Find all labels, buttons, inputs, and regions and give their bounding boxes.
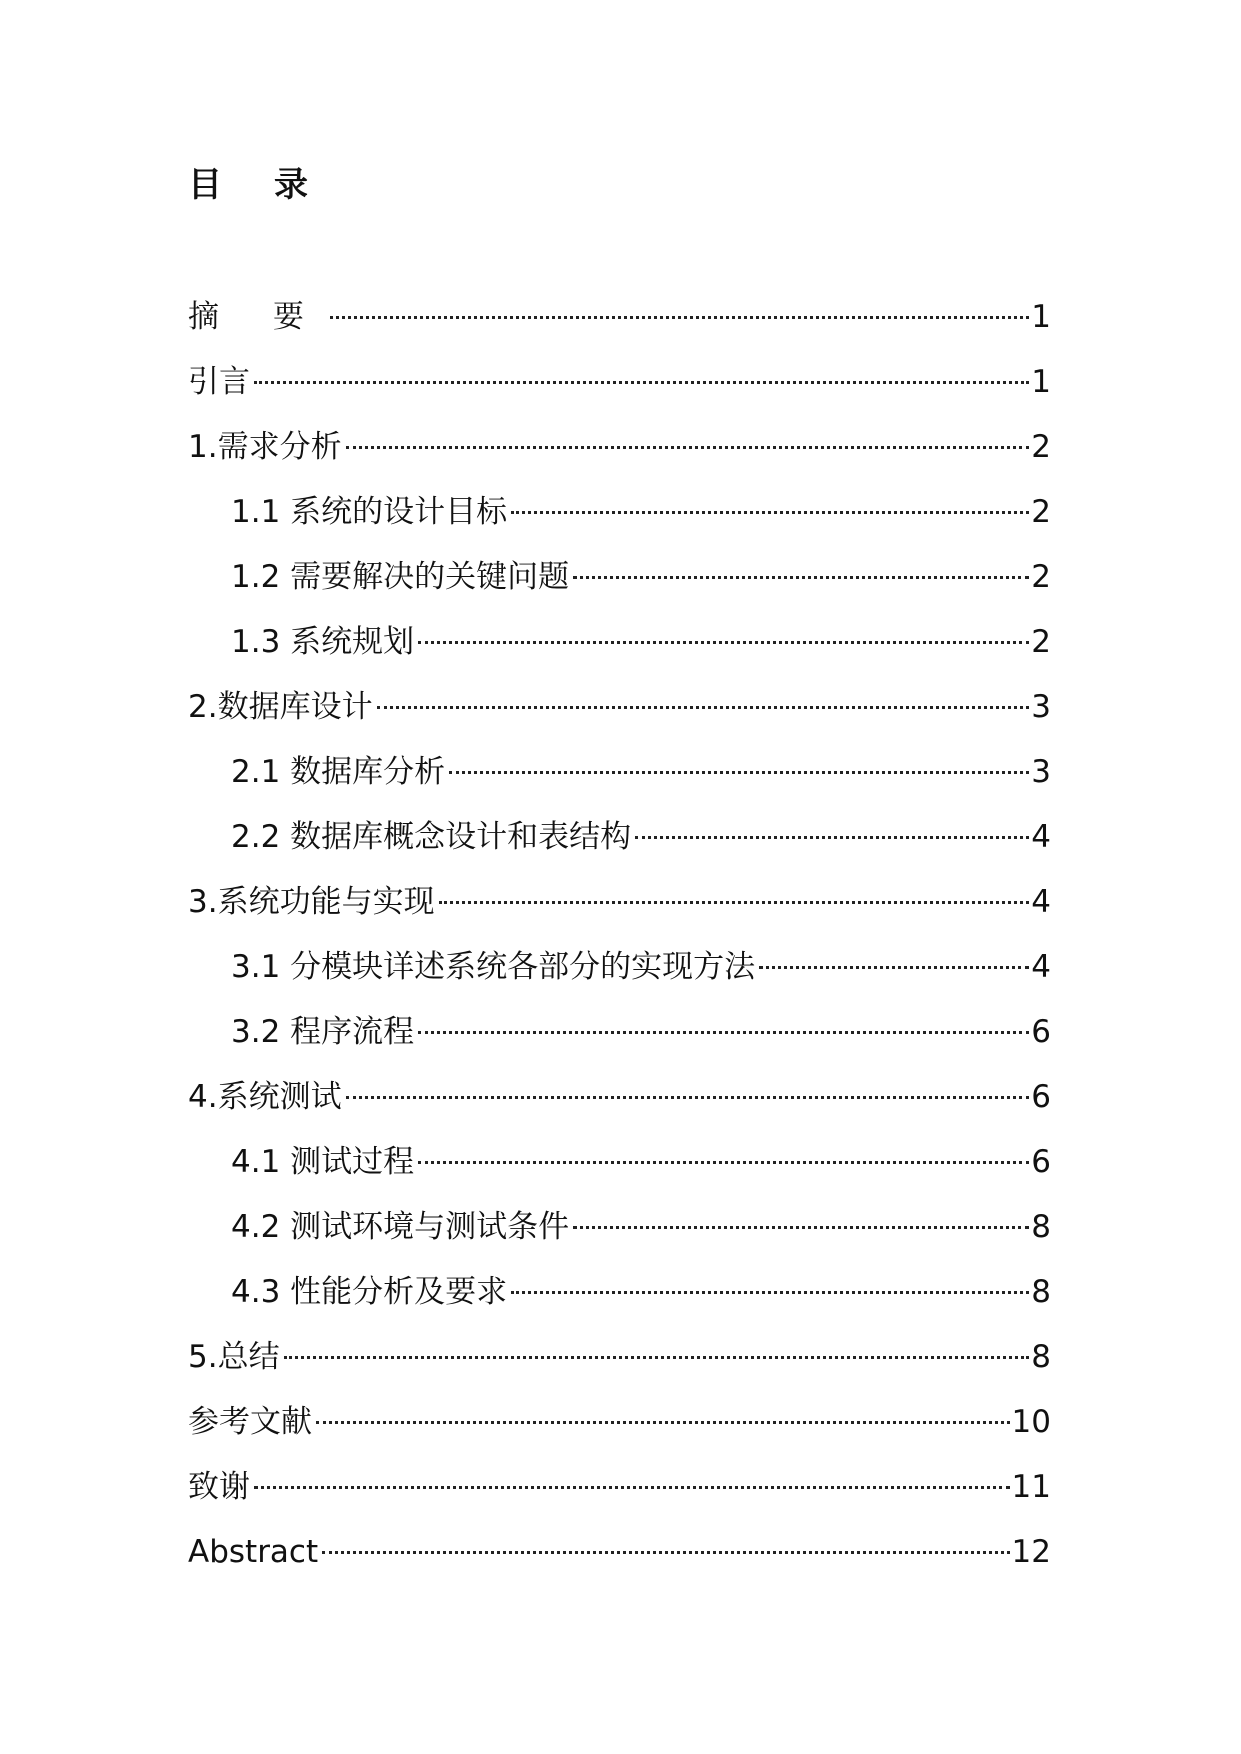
toc-entry-page: 8 [1031,1274,1051,1310]
toc-entry-section-3[interactable] [188,870,1051,935]
toc-entry-abstract-en[interactable] [188,1520,1051,1585]
toc-entry-page: 11 [1011,1469,1051,1505]
toc-dot-leader [573,576,1029,579]
toc-entry-label: 2.1 数据库分析 [231,754,446,790]
toc-entry-section-2[interactable] [188,675,1051,740]
toc-entry-label: 2.数据库设计 [188,689,373,725]
toc-entry-section-5[interactable] [188,1325,1051,1390]
toc-dot-leader [284,1356,1030,1359]
toc-entry-section-4-3[interactable] [188,1260,1051,1325]
toc-dot-leader [316,1421,1010,1424]
toc-entry-page: 4 [1031,949,1051,985]
toc-entry-section-1[interactable] [188,415,1051,480]
toc-entry-page: 12 [1011,1534,1051,1570]
toc-entry-page: 8 [1031,1339,1051,1375]
toc-entry-label: 摘 要 [188,299,326,335]
toc-dot-leader [573,1226,1029,1229]
toc-entry-acknowledgements[interactable] [188,1455,1051,1520]
toc-entry-page: 2 [1031,494,1051,530]
toc-dot-leader [511,1291,1029,1294]
toc-entry-page: 10 [1011,1404,1051,1440]
toc-entry-section-1-3[interactable] [188,610,1051,675]
toc-entry-label: 3.1 分模块详述系统各部分的实现方法 [231,949,756,985]
toc-entry-page: 6 [1031,1079,1051,1115]
toc-entry-label: 1.2 需要解决的关键问题 [231,559,570,595]
toc-entry-introduction[interactable] [188,350,1051,415]
toc-entry-label: 4.系统测试 [188,1079,342,1115]
page-title: 目录 [188,165,360,205]
toc-entry-page: 1 [1031,299,1051,335]
toc-entry-section-1-1[interactable] [188,480,1051,545]
toc-entry-label: 3.系统功能与实现 [188,884,435,920]
toc-entry-label: 4.3 性能分析及要求 [231,1274,508,1310]
toc-dot-leader [254,381,1029,384]
toc-entry-label: 3.2 程序流程 [231,1014,415,1050]
toc-dot-leader [330,316,1029,319]
toc-dot-leader [418,641,1029,644]
toc-entry-page: 3 [1031,689,1051,725]
toc-entry-page: 4 [1031,819,1051,855]
toc-entry-label: 5.总结 [188,1339,280,1375]
toc-entry-section-2-1[interactable] [188,740,1051,805]
toc-dot-leader [635,836,1029,839]
toc-dot-leader [377,706,1030,709]
toc-entry-label: 参考文献 [188,1404,312,1440]
toc-dot-leader [511,511,1029,514]
toc-entry-page: 6 [1031,1014,1051,1050]
toc-entry-label: 引言 [188,364,250,400]
toc-entry-label: 2.2 数据库概念设计和表结构 [231,819,632,855]
toc-entry-label: 1.1 系统的设计目标 [231,494,508,530]
toc-dot-leader [418,1031,1029,1034]
toc-entry-section-4-2[interactable] [188,1195,1051,1260]
toc-entry-section-4-1[interactable] [188,1130,1051,1195]
toc-dot-leader [418,1161,1029,1164]
toc-entry-label: 4.1 测试过程 [231,1144,415,1180]
toc-entry-page: 2 [1031,429,1051,465]
toc-entry-section-2-2[interactable] [188,805,1051,870]
toc-entry-label: Abstract [188,1534,319,1570]
toc-entry-page: 6 [1031,1144,1051,1180]
toc-dot-leader [346,1096,1030,1099]
toc-entry-page: 8 [1031,1209,1051,1245]
toc-entry-page: 1 [1031,364,1051,400]
toc-entry-label: 4.2 测试环境与测试条件 [231,1209,570,1245]
toc-entry-section-3-2[interactable] [188,1000,1051,1065]
toc-entry-section-1-2[interactable] [188,545,1051,610]
toc-entry-label: 1.需求分析 [188,429,342,465]
toc-entry-abstract-cn[interactable] [188,285,1051,350]
toc-entry-page: 3 [1031,754,1051,790]
toc-entry-section-3-1[interactable] [188,935,1051,1000]
toc-entry-page: 2 [1031,624,1051,660]
toc-entry-label: 致谢 [188,1469,250,1505]
toc-dot-leader [449,771,1029,774]
toc-entry-references[interactable] [188,1390,1051,1455]
toc-dot-leader [346,446,1030,449]
toc-entry-section-4[interactable] [188,1065,1051,1130]
table-of-contents [188,285,1051,1585]
toc-dot-leader [439,901,1030,904]
toc-entry-label: 1.3 系统规划 [231,624,415,660]
toc-dot-leader [322,1551,1009,1554]
toc-entry-page: 4 [1031,884,1051,920]
toc-dot-leader [759,966,1029,969]
toc-dot-leader [254,1486,1010,1489]
toc-entry-page: 2 [1031,559,1051,595]
